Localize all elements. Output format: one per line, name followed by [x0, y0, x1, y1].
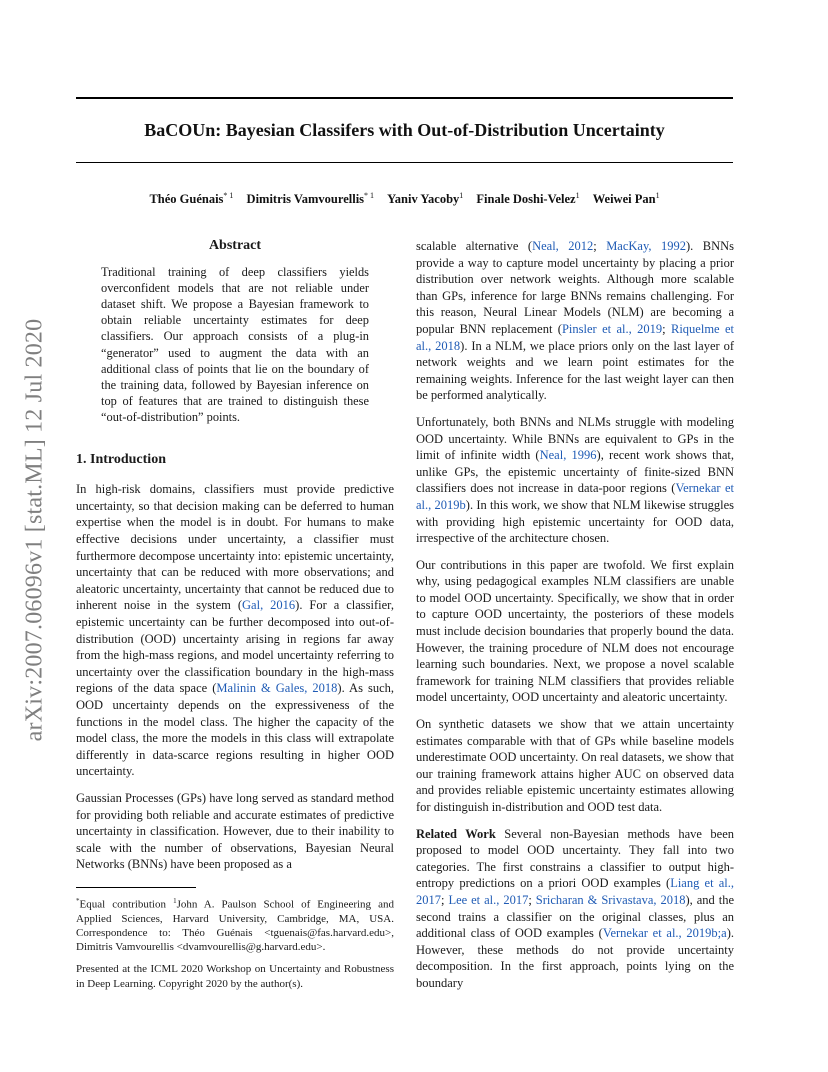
related-work-paragraph: Related Work Several non-Bayesian methods have been proposed to model OOD uncertainty. They fall into two categories. The first constrains a classifier to output high-entropy predictions on a priori OOD examples (Liang et al., 2017; Lee et al., 2017; Sricharan & Srivastava, 2018), and the second trains a classifier on the original classes, plus an additional class of OOD examples (Vernekar et al., 2019b;a). However, these methods do not provide uncertainty decomposition. In the first approach, points lying on the boundary: [416, 826, 735, 990]
title-top-rule: [76, 97, 733, 99]
intro-paragraph-4: Unfortunately, both BNNs and NLMs struggle with modeling OOD uncertainty. While BNNs are equivalent to GPs in the limit of infinite width (Neal, 1996), recent work shows that, unlike GPs, the epistemic uncertainty of finite-sized BNN classifiers does not increase in data-poor regions (Vernekar et al., 2019b). In this work, we show that NLM likewise struggles with providing high epistemic uncertainty for OOD data, irrespective of the architecture chosen.: [416, 414, 735, 546]
citation-link[interactable]: Vernekar et al., 2019b;a: [602, 926, 727, 941]
arxiv-identifier-stamp: arXiv:2007.06096v1 [stat.ML] 12 Jul 2020: [21, 318, 48, 742]
intro-paragraph-5: Our contributions in this paper are twofold. We first explain why, using pedagogical examples NLM classifiers are unable to model OOD uncertainty. Specifically, we show that in order to capture OOD uncertainty, the posteriors of these models must include decision boundaries that properly bound the data. However, the training procedure of NLM does not encourage learning such boundaries. Next, we propose a novel scalable framework for training NLM classifiers that provides reliable model uncertainty, OOD uncertainty and aleatoric uncertainty.: [416, 557, 734, 705]
paper-title: BaCOUn: Bayesian Classifers with Out-of-Distribution Uncertainty: [144, 120, 665, 140]
intro-paragraph-6: On synthetic datasets we show that we attain uncertainty estimates comparable with that of GPs while baseline models underestimate OOD uncertainty. On real datasets, we show that our training framework attains higher AUC on observed data and provides reliable epistemic uncertainty estimates allowing for distinguish in-distribution and OOD test data.: [416, 717, 734, 814]
title-bottom-rule: [76, 162, 733, 163]
related-work-lead: Related Work: [416, 826, 496, 841]
left-column: [76, 238, 394, 999]
author: Yaniv Yacoby$^1$: [387, 191, 464, 207]
author: Dimitris Vamvourellis$^{* 1}$: [246, 191, 375, 207]
venue-footnote: Presented at the ICML 2020 Workshop on Uncertainty and Robustness in Deep Learning. Copyright 2020 by the author(s).: [76, 963, 394, 990]
author: Finale Doshi-Velez$^1$: [476, 191, 580, 207]
section-heading-introduction: 1. Introduction: [76, 451, 166, 467]
citation-link[interactable]: Vernekar et al., 2019b: [416, 481, 735, 512]
intro-paragraph-2: Gaussian Processes (GPs) have long served as standard method for providing both reliable and accurate estimates of predictive uncertainty in classification. However, due to their inability to scale with the number of observations, Bayesian Neural Networks (BNNs) have been proposed as a: [76, 790, 394, 872]
affiliation-footnote: *Equal contribution $^1$John A. Paulson School of Engineering and Applied Sciences, Harvard University, Cambridge, MA, USA. Correspondence to: Théo Guénais <tguenais@fas.harvard.edu>, Dimitris Vamvourellis <dvamvourellis@g.harvard.edu>.: [76, 896, 394, 954]
citation-link[interactable]: Neal, 2012: [532, 239, 594, 253]
citation-link[interactable]: Malinin & Gales, 2018: [216, 681, 338, 696]
author: Weiwei Pan$^1$: [592, 191, 660, 207]
right-column: [416, 238, 734, 1002]
abstract-heading: Abstract: [208, 238, 262, 253]
author: Théo Guénais$^{* 1}$: [149, 191, 234, 207]
citation-link[interactable]: Sricharan & Srivastava, 2018: [535, 892, 686, 907]
citation-link[interactable]: Liang et al., 2017: [416, 876, 734, 907]
citation-link[interactable]: Lee et al., 2017: [448, 892, 529, 907]
citation-link[interactable]: MacKay, 1992: [606, 239, 686, 253]
footnote-divider: [76, 887, 196, 888]
intro-paragraph-1: In high-risk domains, classifiers must provide predictive uncertainty, so that decision making can be deferred to human expertise when the model is in doubt. For humans to make effective decisions under uncertainty, a classifier must furthermore decompose uncertainty into: epistemic uncertainty, uncertainty that can be reduced with more observations; and aleatoric uncertainty, uncertainty that cannot be reduced due to inherent noise in the system (Gal, 2016). For a classifier, epistemic uncertainty can be further decomposed into out-of-distribution (OOD) uncertainty arising in regions far away from the high-mass regions, and model uncertainty referring to uncertainty over the classification boundary in the high-mass regions of the data space (Malinin & Gales, 2018). As such, OOD uncertainty depends on the expressiveness of the functions in the model class. The higher the capacity of the model class, the more the models in this class will extrapolate differently in data-scarce regions resulting in higher OOD uncertainty.: [76, 482, 395, 779]
citation-link[interactable]: Riquelme et al., 2018: [416, 321, 735, 353]
citation-link[interactable]: Pinsler et al., 2019: [561, 321, 663, 336]
author-list: [76, 191, 733, 207]
citation-link[interactable]: Gal, 2016: [242, 598, 296, 613]
abstract-text: Traditional training of deep classifiers yields overconfident models that are not reliable under dataset shift. We propose a Bayesian framework to obtain reliable uncertainty estimates for deep classifiers. Our approach consists of a plug-in “generator” used to augment the data with an additional class of points that lie on the boundary of the training data, followed by Bayesian inference on top of features that are trained to distinguish these “out-of-distribution” points.: [101, 264, 369, 425]
citation-link[interactable]: Neal, 1996: [539, 448, 597, 463]
intro-paragraph-3: scalable alternative (Neal, 2012; MacKay, 1992). BNNs provide a way to capture model uncertainty by placing a prior distribution over network weights. Although more scalable than GPs, inference for large BNNs remains challenging. For this reason, Neural Linear Models (NLM) are becoming a popular BNN replacement (Pinsler et al., 2019; Riquelme et al., 2018). In a NLM, we place priors only on the last layer of network weights and we learn point estimates for the remaining weights. Inference for the last weight layer can then be performed analytically.: [416, 239, 735, 403]
